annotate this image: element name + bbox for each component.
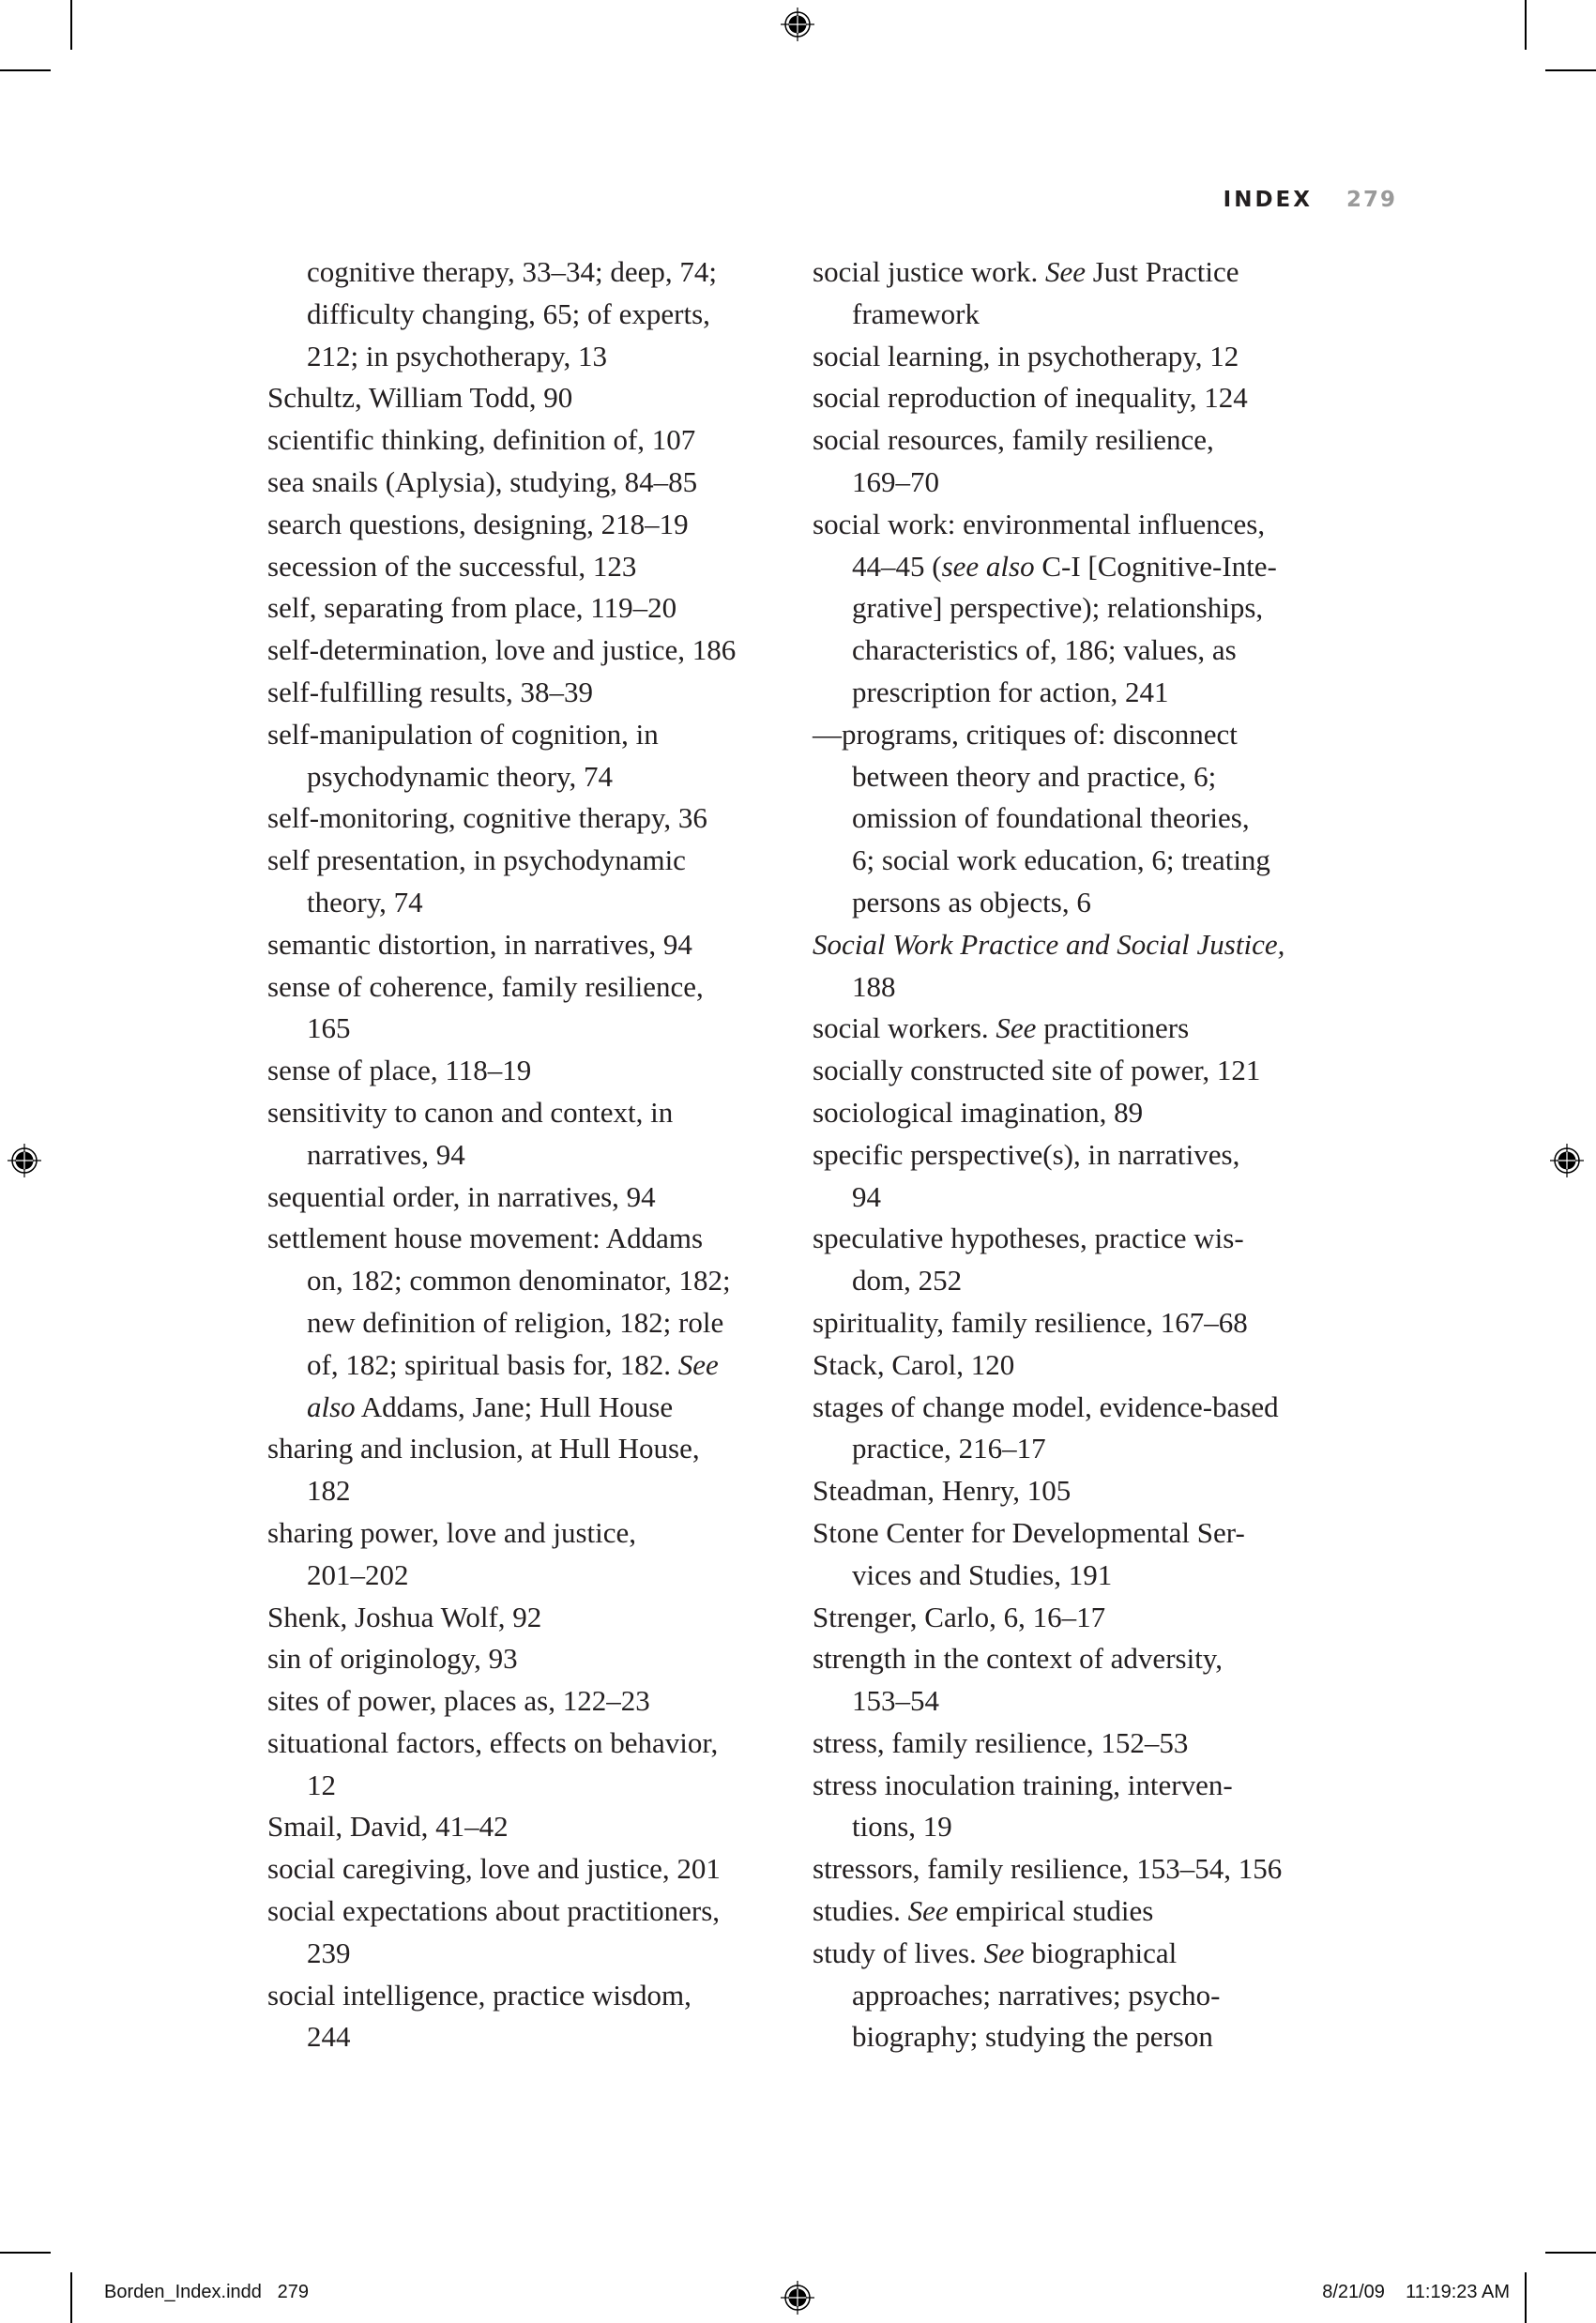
index-entry: sharing power, love and justice, 201–202 [267,1515,637,1591]
registration-mark-right-icon [1548,1142,1586,1179]
index-entry-book-title: Social Work Practice and Social Justice, 188 [813,927,1285,1003]
crop-mark-bottom-left-h [0,2252,51,2254]
index-entry-social-work: social work: environmental influences, 44–45 (see also C-I [Cognitive-Inte- grative] perspective); relationships, characteristics of, 186; values, as prescription for action, 241 [813,507,1277,708]
crop-mark-bottom-right-h [1545,2252,1596,2254]
index-entry: situational factors, effects on behavior, 12 [267,1725,719,1801]
page-number: 279 [1345,188,1397,212]
index-entry: stress inoculation training, interven- tions, 19 [813,1768,1233,1844]
index-subentry: —programs, critiques of: disconnect between theory and practice, 6; omission of foundational theories, 6; social work education, 6; treating persons as objects, 6 [813,717,1270,919]
slug-filename: Borden_Index.indd [104,2282,262,2302]
index-entry-continued: cognitive therapy, 33–34; deep, 74; difficulty changing, 65; of experts, 212; in psychotherapy, 13 [307,255,718,372]
index-entry: sea snails (Aplysia), studying, 84–85 [267,464,698,498]
index-entry: Stack, Carol, 120 [813,1347,1015,1381]
crop-mark-top-right-h [1545,69,1596,71]
index-entry: self-fulfilling results, 38–39 [267,675,593,708]
running-head-title: INDEX [1223,188,1313,212]
index-entry: spirituality, family resilience, 167–68 [813,1305,1248,1339]
see-also-reference: See [677,1347,719,1381]
index-entry: self-determination, love and justice, 186 [267,633,737,667]
see-reference: See [907,1894,949,1928]
index-entry: stress, family resilience, 152–53 [813,1725,1189,1759]
index-entry: study of lives. See biographical approaches; narratives; psycho- biography; studying the person [813,1936,1221,2054]
index-entry: sharing and inclusion, at Hull House, 182 [267,1432,700,1508]
see-reference: See [983,1936,1025,1969]
index-entry: social workers. See practitioners [813,1011,1190,1045]
index-entry: sense of coherence, family resilience, 165 [267,969,704,1045]
index-entry-settlement-house: settlement house movement: Addams on, 182; common denominator, 182; new definition of religion, 182; role of, 182; spiritual basis for, 182. See also Addams, Jane; Hull House [267,1222,731,1423]
slug-page: 279 [277,2282,309,2302]
index-entry: Strenger, Carlo, 6, 16–17 [813,1600,1106,1633]
index-entry: sites of power, places as, 122–23 [267,1684,650,1718]
index-entry: secession of the successful, 123 [267,549,637,583]
index-entry: social resources, family resilience, 169–70 [813,423,1214,498]
index-entry: stressors, family resilience, 153–54, 156 [813,1852,1283,1886]
index-entry: Steadman, Henry, 105 [813,1474,1072,1508]
index-entry: social reproduction of inequality, 124 [813,381,1248,415]
index-entry: sociological imagination, 89 [813,1095,1144,1129]
crop-mark-top-left-h [0,69,51,71]
index-entry: social intelligence, practice wisdom, 244 [267,1978,692,2054]
index-entry: Schultz, William Todd, 90 [267,381,573,415]
index-entry: socially constructed site of power, 121 [813,1054,1261,1087]
index-entry: strength in the context of adversity, 153–54 [813,1642,1224,1718]
index-entry: sensitivity to canon and context, in narratives, 94 [267,1095,674,1171]
crop-mark-bottom-right-v [1525,2272,1527,2323]
slug-timestamp [1322,2282,1510,2303]
see-reference: See [996,1011,1037,1045]
index-entry: self presentation, in psychodynamic theory, 74 [267,843,686,919]
see-also-reference: see also [941,549,1035,583]
index-entry: self, separating from place, 119–20 [267,591,677,625]
index-entry: search questions, designing, 218–19 [267,507,689,540]
index-entry: sequential order, in narratives, 94 [267,1179,656,1213]
crop-mark-bottom-left-v [70,2272,72,2323]
index-entry: self-monitoring, cognitive therapy, 36 [267,801,707,835]
crop-mark-top-right-v [1525,0,1527,50]
index-entry: self-manipulation of cognition, in psychodynamic theory, 74 [267,717,659,793]
index-entry: sin of originology, 93 [267,1642,518,1676]
index-entry: specific perspective(s), in narratives, 94 [813,1137,1240,1213]
registration-mark-top-icon [779,6,816,43]
index-entry: studies. See empirical studies [813,1894,1154,1928]
index-entry: social learning, in psychotherapy, 12 [813,339,1239,372]
crop-mark-top-left-v [70,0,72,50]
index-entry: sense of place, 118–19 [267,1054,532,1087]
index-entry: social expectations about practitioners, 239 [267,1894,721,1969]
index-entry: Stone Center for Developmental Ser- vices and Studies, 191 [813,1515,1245,1591]
index-entry: scientific thinking, definition of, 107 [267,423,696,457]
index-entry: Smail, David, 41–42 [267,1810,509,1844]
index-column-left [267,251,793,2058]
slug-file-info [104,2282,309,2303]
index-entry: social caregiving, love and justice, 201 [267,1852,721,1886]
index-entry: semantic distortion, in narratives, 94 [267,927,692,961]
see-reference: See [1044,255,1086,288]
index-column-right [813,251,1338,2058]
registration-mark-left-icon [6,1142,43,1179]
registration-mark-bottom-icon [779,2279,816,2316]
slug-date: 8/21/09 [1322,2282,1385,2302]
running-head [1224,188,1397,212]
slug-time: 11:19:23 AM [1406,2282,1510,2302]
index-entry: stages of change model, evidence-based practice, 216–17 [813,1389,1279,1465]
index-entry: speculative hypotheses, practice wis- dom, 252 [813,1222,1244,1298]
index-entry: social justice work. See Just Practice framework [813,255,1239,330]
index-entry: Shenk, Joshua Wolf, 92 [267,1600,542,1633]
